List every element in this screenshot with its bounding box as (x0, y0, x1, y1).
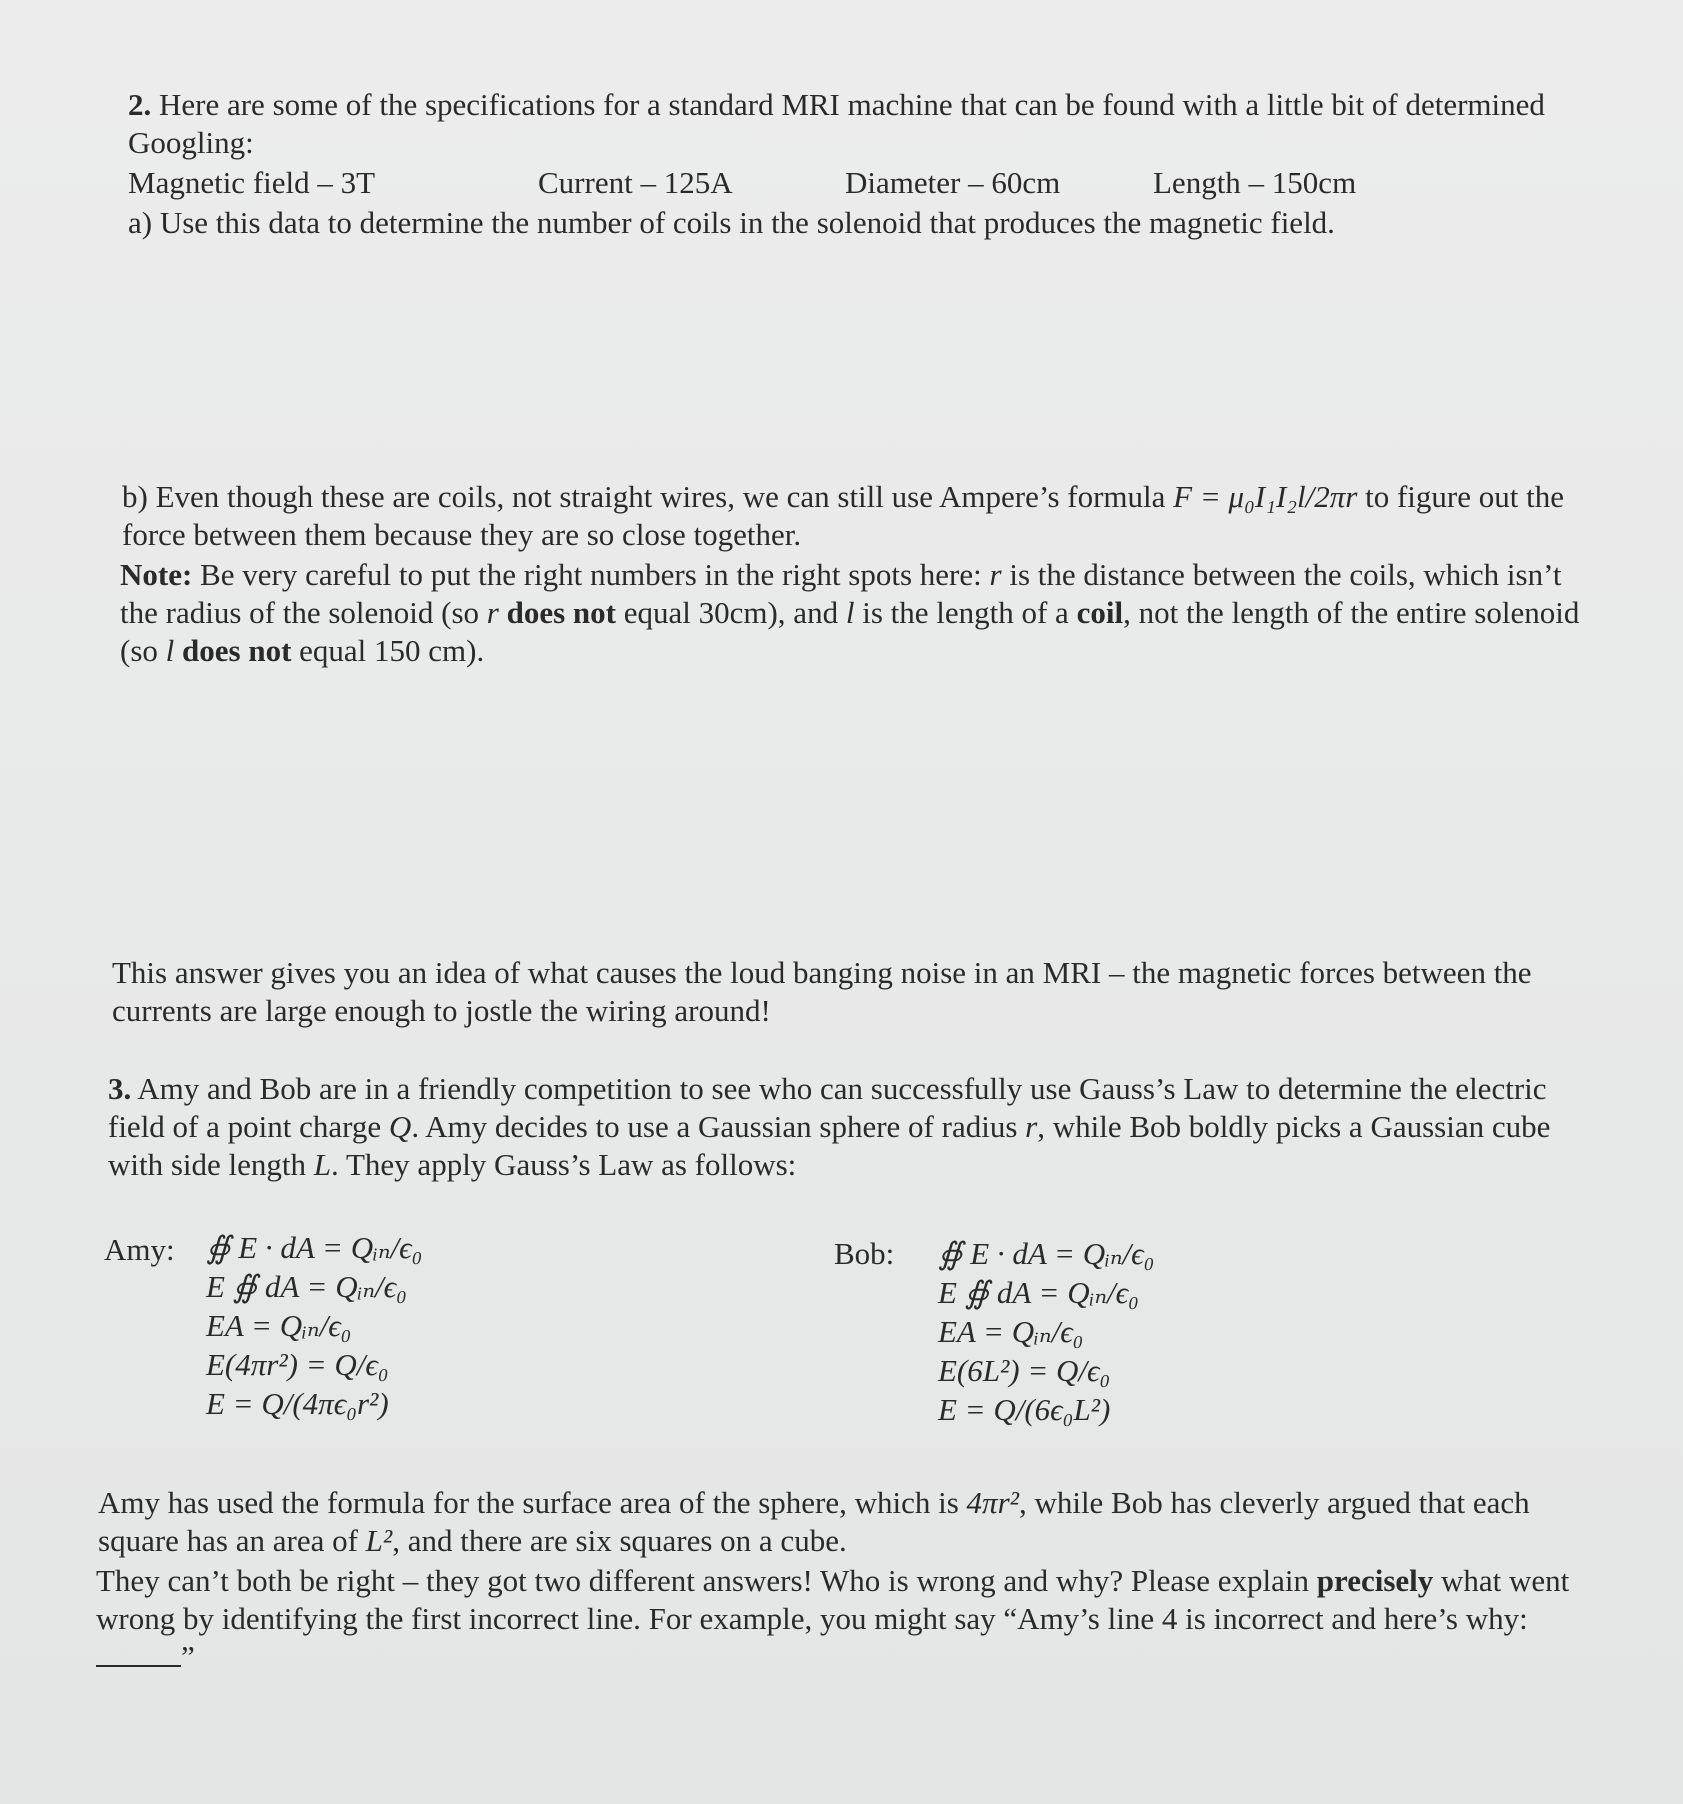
note-bold-does-not-2: does not (182, 633, 292, 668)
amy-line-2: E ∯ dA = Qᵢₙ/ϵ₀ (206, 1269, 407, 1304)
bob-line-5: E = Q/(6ϵ₀L²) (938, 1392, 1111, 1427)
part-b-text-1: b) Even though these are coils, not straight wires, we can still use Ampere’s formula (122, 479, 1166, 514)
amy-line-3: EA = Qᵢₙ/ϵ₀ (206, 1308, 352, 1343)
q3-var-L: L (313, 1147, 332, 1182)
ampere-formula: F = μ₀I₁I₂l/2πr (1173, 479, 1358, 514)
q2-number: 2. (128, 87, 152, 122)
q3-intro-text-2: . Amy decides to use a Gaussian sphere of radius (411, 1109, 1018, 1144)
note-text-6: equal 150 cm). (299, 633, 485, 668)
part-b-text-2: to figure out the force between them because they are so close together. (122, 479, 1564, 552)
bob-equations (938, 1234, 1154, 1429)
bob-label: Bob: (834, 1236, 895, 1271)
q3-var-r: r (1025, 1109, 1038, 1144)
note-text-4: is the length of a (862, 595, 1069, 630)
note-label: Note: (120, 557, 193, 592)
note-text-1: Be very careful to put the right numbers in the right spots here: (200, 557, 982, 592)
q3-intro-text-4: . They apply Gauss’s Law as follows: (331, 1147, 797, 1182)
note-text-5: , not the length of the entire solenoid (so (120, 595, 1580, 668)
ask-bold-precisely: precisely (1316, 1563, 1434, 1598)
note-var-l2: l (165, 633, 175, 668)
bob-line-3: EA = Qᵢₙ/ϵ₀ (938, 1314, 1084, 1349)
note-var-r2: r (486, 595, 499, 630)
spec-magnetic-field: Magnetic field – 3T (128, 165, 376, 200)
spec-length: Length – 150cm (1153, 165, 1357, 200)
conclusion-text-2: , while Bob has cleverly argued that each square has an area of (98, 1485, 1530, 1558)
q2-specs (128, 164, 1568, 204)
note-var-r: r (989, 557, 1002, 592)
bob-line-4: E(6L²) = Q/ϵ₀ (938, 1353, 1111, 1388)
q2-part-b (122, 478, 1582, 554)
answer-blank (96, 1664, 181, 1667)
bob-line-2: E ∯ dA = Qᵢₙ/ϵ₀ (938, 1275, 1139, 1310)
amy-line-1: ∯ E · dA = Qᵢₙ/ϵ₀ (206, 1230, 423, 1265)
note-text-2: is the distance between the coils, which isn’t the radius of the solenoid (so (120, 557, 1562, 630)
amy-line-4: E(4πr²) = Q/ϵ₀ (206, 1347, 389, 1382)
spec-current: Current – 125A (538, 165, 733, 200)
note-var-l: l (845, 595, 855, 630)
q3-var-Q: Q (388, 1109, 412, 1144)
q2-remark: This answer gives you an idea of what causes the loud banging noise in an MRI – the magnetic forces between the currents are large enough to jostle the wiring around! (112, 955, 1532, 1028)
q3-number: 3. (108, 1071, 132, 1106)
q2-part-a: a) Use this data to determine the number of coils in the solenoid that produces the magnetic field. (128, 205, 1335, 240)
conclusion-text-3: , and there are six squares on a cube. (392, 1523, 847, 1558)
q3-intro-text-3: , while Bob boldly picks a Gaussian cube with side length (108, 1109, 1551, 1182)
amy-equations (206, 1228, 422, 1423)
q2-intro (128, 86, 1568, 162)
ask-text-1: They can’t both be right – they got two different answers! Who is wrong and why? Please explain (96, 1563, 1310, 1598)
q3-conclusion (98, 1484, 1578, 1560)
ask-text-2: what went wrong by identifying the first incorrect line. For example, you might say “Amy’s line 4 is incorrect and here’s why: (96, 1563, 1570, 1636)
bob-line-1: ∯ E · dA = Qᵢₙ/ϵ₀ (938, 1236, 1155, 1271)
conclusion-text-1: Amy has used the formula for the surface area of the sphere, which is (98, 1485, 959, 1520)
q3-intro-text-1: Amy and Bob are in a friendly competition to see who can successfully use Gauss’s Law to determine the electric field of a point charge (108, 1071, 1547, 1144)
amy-label: Amy: (104, 1232, 175, 1267)
sphere-area-formula: 4πr² (966, 1485, 1019, 1520)
q3-question (96, 1562, 1576, 1676)
q3-intro (108, 1070, 1598, 1184)
ask-end-quote: ” (181, 1639, 195, 1674)
amy-line-5: E = Q/(4πϵ₀r²) (206, 1386, 389, 1421)
q2-note (120, 556, 1590, 670)
note-bold-does-not-1: does not (506, 595, 616, 630)
note-text-3: equal 30cm), and (623, 595, 839, 630)
note-bold-coil: coil (1076, 595, 1124, 630)
square-area-formula: L² (365, 1523, 393, 1558)
q2-intro-text: Here are some of the specifications for a standard MRI machine that can be found with a little bit of determined Googling: (128, 87, 1545, 160)
spec-diameter: Diameter – 60cm (845, 165, 1061, 200)
